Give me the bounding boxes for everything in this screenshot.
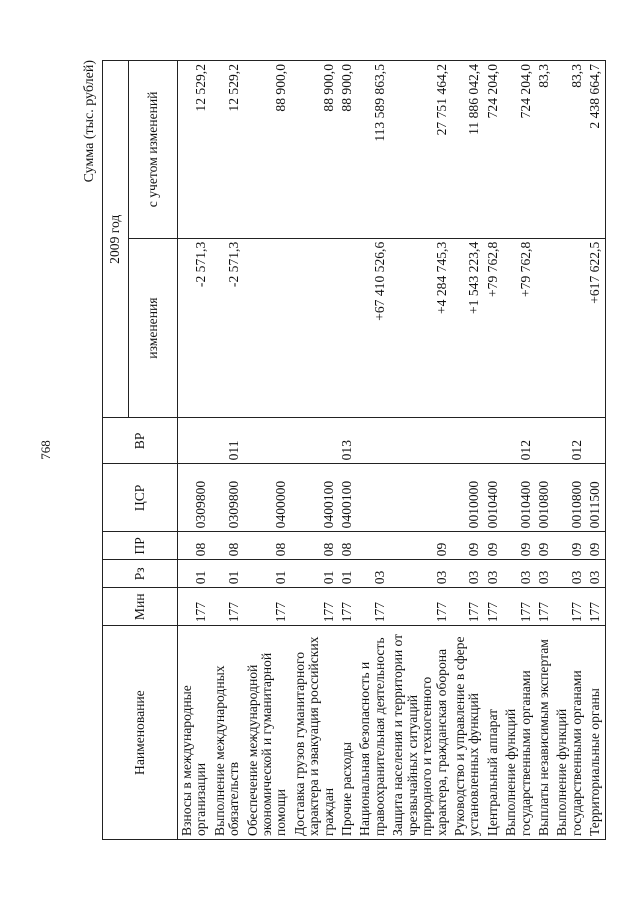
cell-min: 177	[451, 588, 484, 626]
cell-name: Доставка грузов гуманитарного характера и эвакуация российских граждан	[291, 626, 338, 840]
cell-pr: 09	[502, 532, 535, 560]
cell-name: Территориальные органы	[586, 626, 605, 840]
cell-rz: 01	[244, 560, 291, 588]
cell-name: Взносы в международные организации	[178, 626, 211, 840]
cell-vr	[356, 418, 389, 464]
table-row	[535, 61, 553, 840]
cell-change	[291, 238, 338, 418]
cell-change: +4 284 745,3	[389, 238, 451, 418]
units-label: Сумма (тыс. рублей)	[82, 60, 97, 183]
header-pr: ПР	[103, 532, 178, 560]
cell-vr: 012	[502, 418, 535, 464]
cell-total: 88 900,0	[244, 61, 291, 239]
cell-change: +79 762,8	[502, 238, 535, 418]
cell-total: 88 900,0	[291, 61, 338, 239]
cell-pr: 09	[535, 532, 553, 560]
budget-table-page	[80, 60, 640, 840]
cell-rz: 01	[291, 560, 338, 588]
cell-rz: 03	[451, 560, 484, 588]
cell-name: Выполнение функций государственными органами	[553, 626, 586, 840]
cell-rz: 01	[178, 560, 211, 588]
cell-change: +617 622,5	[586, 238, 605, 418]
cell-rz: 01	[338, 560, 356, 588]
header-changes: изменения	[129, 238, 178, 418]
cell-rz: 03	[535, 560, 553, 588]
cell-vr	[389, 418, 451, 464]
cell-min: 177	[356, 588, 389, 626]
cell-rz: 03	[553, 560, 586, 588]
cell-vr	[586, 418, 605, 464]
cell-min: 177	[553, 588, 586, 626]
header-vr: ВР	[103, 418, 178, 464]
cell-vr: 013	[338, 418, 356, 464]
table-row	[338, 61, 356, 840]
cell-vr	[178, 418, 211, 464]
cell-vr	[484, 418, 502, 464]
cell-pr: 08	[211, 532, 244, 560]
cell-csr: 0010000	[451, 464, 484, 532]
cell-min: 177	[178, 588, 211, 626]
cell-min: 177	[484, 588, 502, 626]
cell-rz: 01	[211, 560, 244, 588]
cell-csr: 0011500	[586, 464, 605, 532]
cell-vr	[451, 418, 484, 464]
table-row	[211, 61, 244, 840]
table-row	[502, 61, 535, 840]
cell-min: 177	[291, 588, 338, 626]
cell-pr: 09	[553, 532, 586, 560]
cell-change: +67 410 526,6	[356, 238, 389, 418]
cell-change	[244, 238, 291, 418]
cell-csr: 0400100	[291, 464, 338, 532]
header-with-changes: с учетом изменений	[129, 61, 178, 239]
cell-vr	[291, 418, 338, 464]
cell-vr: 011	[211, 418, 244, 464]
cell-pr: 09	[389, 532, 451, 560]
cell-pr: 09	[451, 532, 484, 560]
cell-name: Выполнение функций государственными органами	[502, 626, 535, 840]
cell-csr: 0010400	[484, 464, 502, 532]
cell-vr: 012	[553, 418, 586, 464]
cell-name: Выплаты независимым экспертам	[535, 626, 553, 840]
cell-csr	[389, 464, 451, 532]
cell-total: 27 751 464,2	[389, 61, 451, 239]
cell-rz: 03	[502, 560, 535, 588]
cell-name: Прочие расходы	[338, 626, 356, 840]
cell-pr: 08	[244, 532, 291, 560]
cell-rz: 03	[586, 560, 605, 588]
cell-total: 12 529,2	[178, 61, 211, 239]
cell-change	[338, 238, 356, 418]
cell-total: 83,3	[535, 61, 553, 239]
cell-change: +79 762,8	[484, 238, 502, 418]
table-row	[356, 61, 389, 840]
cell-csr: 0010800	[553, 464, 586, 532]
cell-csr: 0309800	[211, 464, 244, 532]
table-row	[553, 61, 586, 840]
header-year: 2009 год	[103, 61, 129, 418]
cell-min: 177	[502, 588, 535, 626]
cell-pr	[356, 532, 389, 560]
cell-vr	[244, 418, 291, 464]
cell-csr: 0400000	[244, 464, 291, 532]
cell-change	[535, 238, 553, 418]
cell-change: -2 571,3	[211, 238, 244, 418]
cell-change: +1 543 223,4	[451, 238, 484, 418]
cell-total: 83,3	[553, 61, 586, 239]
header-name: Наименование	[103, 626, 178, 840]
cell-total: 88 900,0	[338, 61, 356, 239]
table-row	[291, 61, 338, 840]
cell-pr: 08	[338, 532, 356, 560]
table-row	[178, 61, 211, 840]
cell-change	[553, 238, 586, 418]
cell-pr: 08	[178, 532, 211, 560]
cell-csr: 0400100	[338, 464, 356, 532]
header-rz: Рз	[103, 560, 178, 588]
cell-name: Обеспечение международной экономической и гуманитарной помощи	[244, 626, 291, 840]
cell-total: 2 438 664,7	[586, 61, 605, 239]
table-row	[451, 61, 484, 840]
budget-table	[102, 60, 606, 840]
table-row	[586, 61, 605, 840]
cell-pr: 08	[291, 532, 338, 560]
table-body	[178, 61, 606, 840]
cell-name: Центральный аппарат	[484, 626, 502, 840]
cell-total: 113 589 863,5	[356, 61, 389, 239]
table-row	[389, 61, 451, 840]
table-row	[244, 61, 291, 840]
cell-name: Национальная безопасность и правоохранительная деятельность	[356, 626, 389, 840]
cell-csr: 0309800	[178, 464, 211, 532]
cell-name: Руководство и управление в сфере установленных функций	[451, 626, 484, 840]
cell-name: Выполнение международных обязательств	[211, 626, 244, 840]
cell-total: 724 204,0	[502, 61, 535, 239]
cell-min: 177	[586, 588, 605, 626]
cell-csr: 0010400	[502, 464, 535, 532]
cell-min: 177	[211, 588, 244, 626]
cell-rz: 03	[356, 560, 389, 588]
cell-vr	[535, 418, 553, 464]
cell-csr: 0010800	[535, 464, 553, 532]
cell-pr: 09	[586, 532, 605, 560]
cell-min: 177	[535, 588, 553, 626]
cell-change: -2 571,3	[178, 238, 211, 418]
table-header	[103, 61, 178, 840]
cell-csr	[356, 464, 389, 532]
cell-total: 12 529,2	[211, 61, 244, 239]
header-csr: ЦСР	[103, 464, 178, 532]
cell-name: Защита населения и территории от чрезвычайных ситуаций природного и техногенного характера, гражданская оборона	[389, 626, 451, 840]
cell-total: 724 204,0	[484, 61, 502, 239]
page-number: 768	[38, 440, 53, 460]
cell-rz: 03	[484, 560, 502, 588]
cell-min: 177	[338, 588, 356, 626]
table-row	[484, 61, 502, 840]
cell-pr: 09	[484, 532, 502, 560]
header-min: Мин	[103, 588, 178, 626]
cell-min: 177	[389, 588, 451, 626]
cell-min: 177	[244, 588, 291, 626]
cell-rz: 03	[389, 560, 451, 588]
cell-total: 11 886 042,4	[451, 61, 484, 239]
